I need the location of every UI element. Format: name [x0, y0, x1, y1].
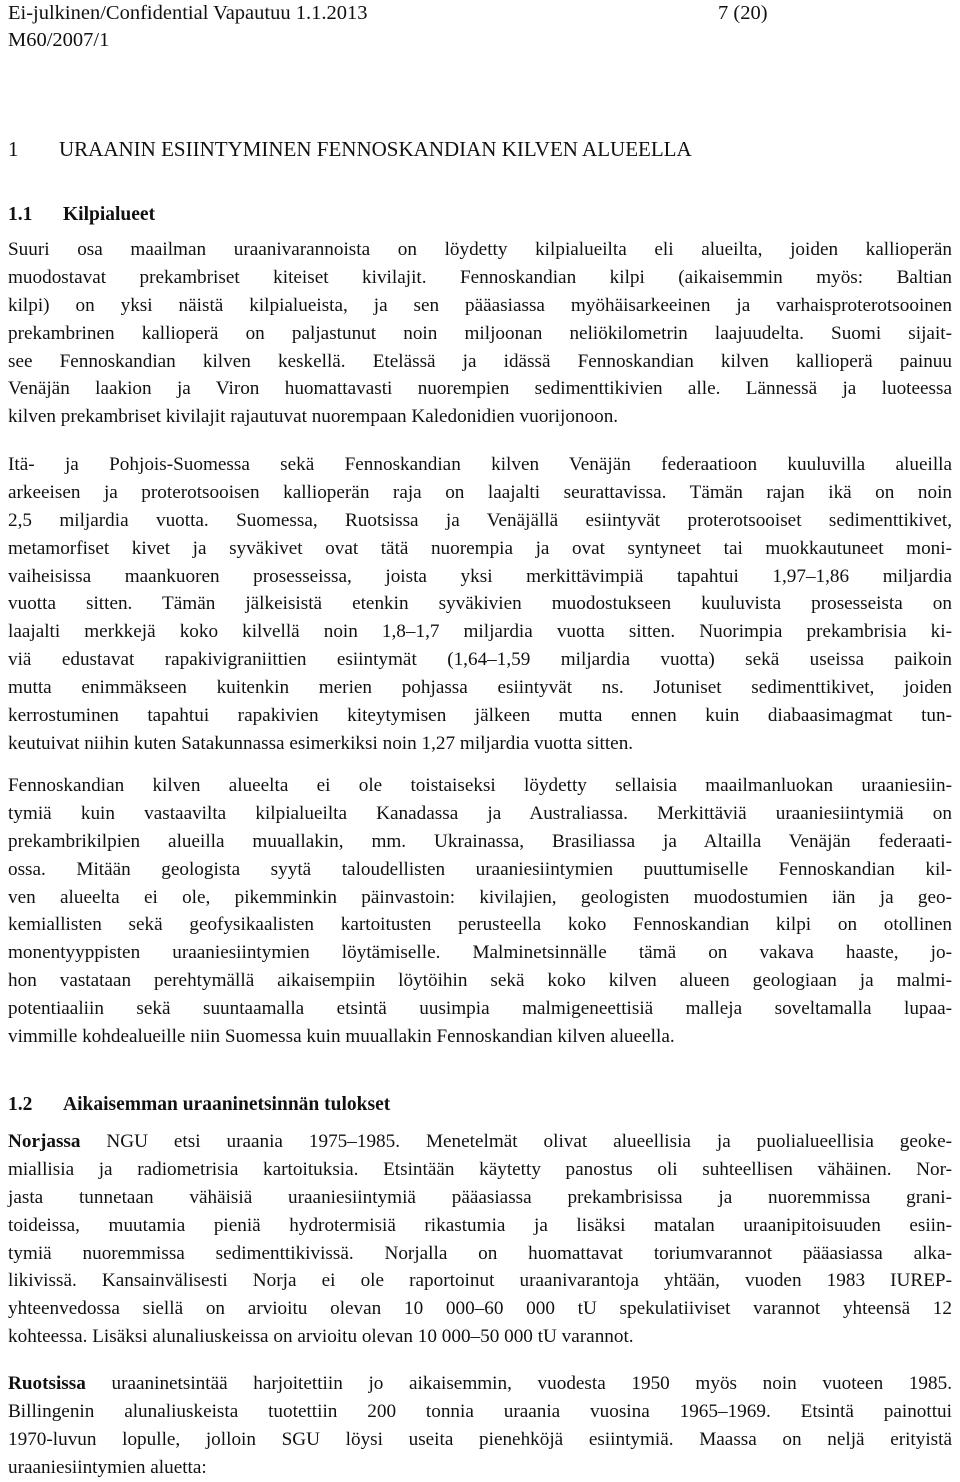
text-line: prekambrinen kallioperä on paljastunut noin miljoonan neliökilometrin laajuudelta. Suomi sijait- — [8, 322, 952, 344]
text-line: Fennoskandian kilven alueelta ei ole toistaiseksi löydetty sellaisia maailmanluokan uraaniesiin- — [8, 775, 952, 796]
text-line: Itä- ja Pohjois-Suomessa sekä Fennoskandian kilven Venäjän federaatioon kuuluvilla alueilla — [8, 454, 952, 475]
text-run: NGU etsi uraania 1975–1985. Menetelmät olivat alueellisia ja puolialueellisia geoke- — [80, 1131, 952, 1152]
text-line: kilven prekambriset kivilajit rajautuvat nuorempaan Kaledonidien vuorijonoon. — [8, 406, 619, 428]
section-number: 1.2 — [8, 1094, 33, 1115]
section-number: 1.1 — [8, 204, 33, 225]
text-line — [8, 1370, 952, 1398]
text-line: keutuivat niihin kuten Satakunnassa esimerkiksi noin 1,27 miljardia vuotta sitten. — [8, 732, 634, 754]
section-number: 1 — [8, 137, 19, 161]
header-line-2 — [8, 27, 952, 54]
header-line-1 — [8, 0, 952, 27]
paragraph-2 — [8, 451, 952, 758]
text-line: yhteenvedossa siellä on arvioitu olevan 10 000–60 000 tU spekulatiiviset varannot yhteensä 12 — [8, 1298, 952, 1320]
text-line: kerrostuminen tapahtui rapakivien kiteytymisen jälkeen mutta ennen kuin diabaasimagmat tun- — [8, 705, 952, 727]
paragraph-sweden — [8, 1370, 952, 1482]
text-line: ven alueelta ei ole, pikemminkin päinvastoin: kivilajien, geologisten muodostumien iän ja geo- — [8, 886, 952, 908]
text-line: prekambrikilpien alueilla muuallakin, mm. Ukrainassa, Brasiliassa ja Altailla Venäjän federaati- — [8, 830, 952, 852]
text-line: potentiaaliin sekä suuntaamalla etsintä uusimpia malmigeneettisiä malleja soveltamalla lupaa- — [8, 998, 952, 1020]
text-line: Suuri osa maailman uraanivarannoista on löydetty kilpialueilta eli alueilta, joiden kallioperän — [8, 239, 952, 260]
text-line: 2,5 miljardia vuotta. Suomessa, Ruotsissa ja Venäjällä esiintyvät proterotsooiset sedimenttikivet, — [8, 509, 952, 531]
document-id: M60/2007/1 — [8, 29, 110, 51]
text-run: uraaninetsintää harjoitettiin jo aikaisemmin, vuodesta 1950 myös noin vuoteen 1985. — [85, 1373, 952, 1394]
text-line: likivissä. Kansainvälisesti Norja ei ole raportoinut uraanivarantoja yhtään, vuoden 1983 IUREP- — [8, 1270, 952, 1292]
text-line: vaiheisissa maankuoren prosesseissa, joista yksi merkittävimpiä tapahtui 1,97–1,86 miljardia — [8, 565, 952, 587]
section-1-2-heading — [8, 1092, 390, 1118]
text-line: muodostavat prekambriset kiteiset kivilajit. Fennoskandian kilpi (aikaisemmin myös: Baltian — [8, 266, 952, 288]
paragraph-3 — [8, 772, 952, 1051]
text-line: vimmille kohdealueille niin Suomessa kuin muuallakin Fennoskandian kilven alueella. — [8, 1026, 675, 1048]
section-1-1-heading — [8, 202, 155, 228]
text-line: jasta tunnetaan vähäisiä uraaniesiintymiä pääasiassa prekambrisissa ja nuoremmissa grani- — [8, 1186, 952, 1208]
paragraph-norway — [8, 1128, 952, 1351]
text-line: see Fennoskandian kilven keskellä. Etelässä ja idässä Fennoskandian kilven kallioperä painuu — [8, 350, 952, 372]
text-line: toideissa, muutamia pieniä hydrotermisiä rikastumia ja lisäksi matalan uraanipitoisuuden esiin- — [8, 1214, 952, 1236]
text-line: miallisia ja radiometrisia kartoituksia. Etsintään käytetty panostus oli suhteellisen vähäinen. Nor- — [8, 1158, 952, 1180]
text-line: Billingenin alunaliuskeista tuotettiin 200 tonnia uraania vuosina 1965–1969. Etsintä painottui — [8, 1400, 952, 1422]
page-number: 7 (20) — [718, 2, 768, 24]
text-line: laajalti merkkejä koko kilvellä noin 1,8–1,7 miljardia vuotta sitten. Nuorimpia prekambrisia ki- — [8, 621, 952, 643]
section-1-heading — [8, 136, 692, 162]
text-line: tymiä nuoremmissa sedimenttikivissä. Norjalla on huomattavat toriumvarannot pääasiassa alka- — [8, 1242, 952, 1264]
text-line: kohteessa. Lisäksi alunaliuskeissa on arvioitu olevan 10 000–50 000 tU varannot. — [8, 1326, 634, 1348]
section-title: Aikaisemman uraaninetsinnän tulokset — [63, 1094, 391, 1115]
text-line: uraaniesiintymien aluetta: — [8, 1456, 207, 1478]
text-line: vuotta sitten. Tämän jälkeisistä etenkin syväkivien muodostukseen kuuluvista prosesseista on — [8, 593, 952, 615]
section-title: Kilpialueet — [63, 204, 156, 225]
text-line — [8, 1128, 952, 1156]
country-lead: Norjassa — [8, 1131, 81, 1152]
page-header — [8, 0, 952, 54]
section-title: URAANIN ESIINTYMINEN FENNOSKANDIAN KILVEN ALUEELLA — [59, 137, 692, 161]
text-line: ossa. Mitään geologista syytä taloudellisten uraaniesiintymien puuttumiselle Fennoskandian kil- — [8, 858, 952, 880]
text-line: hon vastataan perehtymällä aikaisempiin löytöihin sekä koko kilven alueen geologiaan ja malmi- — [8, 970, 952, 992]
text-line: tymiä kuin vastaavilta kilpialueilta Kanadassa ja Australiassa. Merkittäviä uraaniesiintymiä on — [8, 802, 952, 824]
text-line: Venäjän laakion ja Viron huomattavasti nuorempien sedimenttikivien alle. Lännessä ja luoteessa — [8, 378, 952, 400]
text-line: kemiallisten sekä geofysikaalisten kartoitusten perusteella koko Fennoskandian kilpi on otollinen — [8, 914, 952, 936]
paragraph-1 — [8, 236, 952, 431]
confidentiality-label: Ei-julkinen/Confidential Vapautuu 1.1.2013 — [8, 2, 368, 24]
text-line: mutta enimmäkseen kuitenkin merien pohjassa esiintyvät ns. Jotuniset sedimenttikivet, joiden — [8, 677, 952, 699]
text-line: monentyyppisten uraaniesiintymien löytämiselle. Malminetsinnälle tämä on vakava haaste, jo- — [8, 942, 952, 964]
text-line: arkeeisen ja proterotsooisen kallioperän raja on laajalti seurattavissa. Tämän rajan ikä on noin — [8, 481, 952, 503]
text-line: 1970-luvun lopulle, jolloin SGU löysi useita pienehköjä esiintymiä. Maassa on neljä erityistä — [8, 1428, 952, 1450]
text-line: viä edustavat rapakivigraniittien esiintymät (1,64–1,59 miljardia vuotta) sekä useissa paikoin — [8, 649, 952, 671]
text-line: metamorfiset kivet ja syväkivet ovat tätä nuorempia ja ovat syntyneet tai muokkautuneet moni- — [8, 537, 952, 559]
text-line: kilpi) on yksi näistä kilpialueista, ja sen pääasiassa myöhäisarkeeinen ja varhaisproterotsooinen — [8, 294, 952, 316]
country-lead: Ruotsissa — [8, 1373, 86, 1394]
